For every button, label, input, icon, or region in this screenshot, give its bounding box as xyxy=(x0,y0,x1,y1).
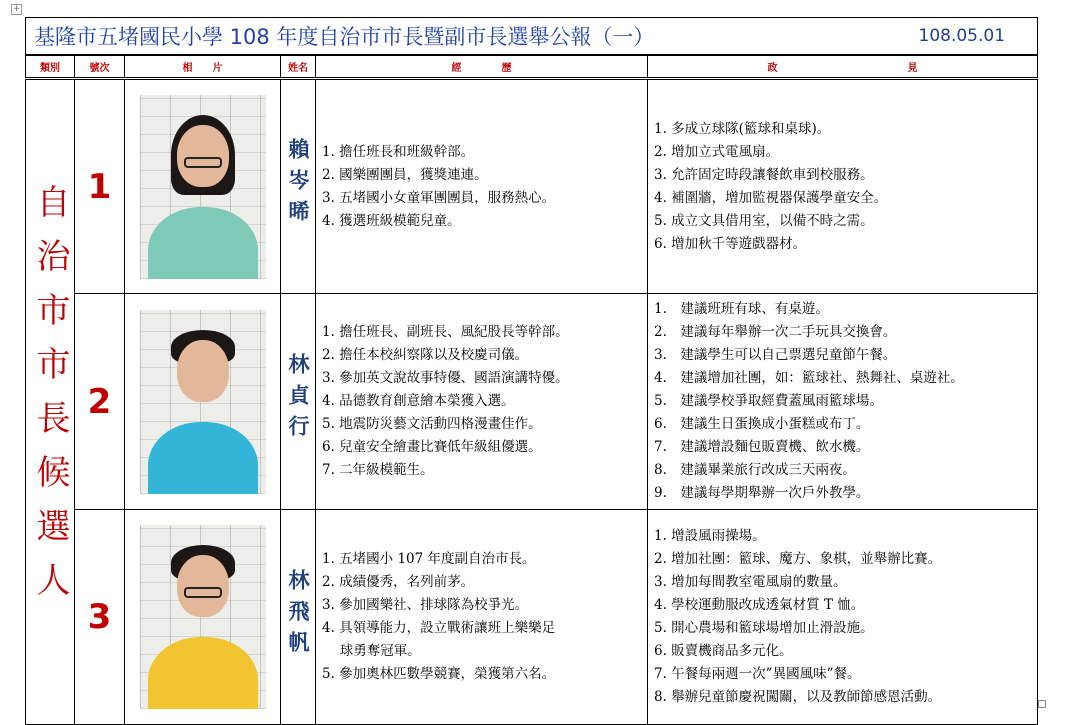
table-resize-handle[interactable] xyxy=(1038,700,1046,708)
candidate-name: 賴岑晞 xyxy=(286,138,311,231)
experience-list xyxy=(322,321,641,482)
face-shape xyxy=(177,340,229,402)
list-item: 3. 五堵國小女童軍團團員，服務熱心。 xyxy=(322,189,556,206)
list-item: 3. 參加國樂社、排球隊為校爭光。 xyxy=(322,597,529,613)
list-item: 7. 午餐每兩週一次”異國風味”餐。 xyxy=(654,666,861,682)
candidate-photo xyxy=(140,310,266,494)
title-cell xyxy=(26,18,1038,56)
candidate-name: 林飛帆 xyxy=(286,568,311,662)
glasses-shape xyxy=(184,587,222,598)
candidate-number: 3 xyxy=(75,510,125,725)
policy-cell xyxy=(648,510,1038,725)
table-move-handle[interactable]: + xyxy=(12,4,21,14)
list-item: 5. 成立文具借用室，以備不時之需。 xyxy=(654,212,874,229)
experience-cell xyxy=(316,294,648,510)
list-item: 1. 多成立球隊(籃球和桌球)。 xyxy=(654,120,831,137)
policy-list xyxy=(654,298,1031,505)
list-item: 6. 販賣機商品多元化。 xyxy=(654,643,793,659)
bulletin-title: 基隆市五堵國民小學 108 年度自治市市長暨副市長選舉公報（一） xyxy=(34,25,655,49)
experience-cell xyxy=(316,510,648,725)
photo-cell xyxy=(125,294,281,510)
photo-cell xyxy=(125,510,281,725)
name-cell xyxy=(281,510,316,725)
candidate-row xyxy=(26,294,1038,510)
election-bulletin-table xyxy=(25,17,1038,725)
list-item: 1. 擔任班長、副班長、風紀股長等幹部。 xyxy=(322,324,569,340)
list-item: 5. 開心農場和籃球場增加止滑設施。 xyxy=(654,620,874,636)
policy-cell xyxy=(648,294,1038,510)
header-category: 類別 xyxy=(26,55,75,79)
list-item: 7. 二年級模範生。 xyxy=(322,462,434,478)
policy-list xyxy=(654,525,1031,709)
policy-list xyxy=(654,118,1031,256)
header-row xyxy=(26,55,1038,79)
header-number: 號次 xyxy=(75,55,125,79)
category-cell xyxy=(26,79,75,725)
list-item: 4. 獲選班級模範兒童。 xyxy=(322,212,461,229)
list-item: 9. 建議每學期舉辦一次戶外教學。 xyxy=(654,485,870,501)
list-item: 4. 學校運動服改成透氣材質 T 恤。 xyxy=(654,597,865,613)
category-label: 自治市市長候選人 xyxy=(30,184,70,616)
candidate-name: 林貞行 xyxy=(286,353,311,446)
list-item: 6. 增加秋千等遊戲器材。 xyxy=(654,235,807,252)
shirt-shape xyxy=(148,207,258,279)
header-name: 姓名 xyxy=(281,55,316,79)
list-item: 7. 建議增設麵包販賣機、飲水機。 xyxy=(654,439,870,455)
name-cell xyxy=(281,79,316,294)
list-item: 3. 建議學生可以自己票選兒童節午餐。 xyxy=(654,347,897,363)
list-item: 4. 補圍牆，增加監視器保護學童安全。 xyxy=(654,189,888,206)
list-item: 1. 五堵國小 107 年度副自治市長。 xyxy=(322,551,536,567)
list-item: 5. 建議學校爭取經費蓋風雨籃球場。 xyxy=(654,393,883,409)
shirt-shape xyxy=(148,637,258,709)
experience-list xyxy=(322,141,641,233)
list-item: 8. 建議畢業旅行改成三天兩夜。 xyxy=(654,462,856,478)
list-item: 4. 品德教育創意繪本榮獲入選。 xyxy=(322,393,515,409)
list-item: 1. 擔任班長和班級幹部。 xyxy=(322,143,475,160)
shirt-shape xyxy=(148,422,258,494)
glasses-shape xyxy=(184,157,222,168)
face-shape xyxy=(177,125,229,187)
list-item: 6. 兒童安全繪畫比賽低年級組優選。 xyxy=(322,439,542,455)
experience-cell xyxy=(316,79,648,294)
list-item: 2. 擔任本校糾察隊以及校慶司儀。 xyxy=(322,347,529,363)
list-item: 5. 參加奧林匹數學競賽，榮獲第六名。 xyxy=(322,666,556,682)
header-policy: 政 見 xyxy=(648,55,1038,79)
list-item: 3. 允許固定時段讓餐飲車到校服務。 xyxy=(654,166,874,183)
list-item: 1. 建議班班有球、有桌遊。 xyxy=(654,301,829,317)
list-item: 4. 建議增加社團，如：籃球社、熱舞社、桌遊社。 xyxy=(654,370,964,386)
list-item: 3. 參加英文說故事特優、國語演講特優。 xyxy=(322,370,569,386)
photo-cell xyxy=(125,79,281,294)
name-cell xyxy=(281,294,316,510)
list-item: 4. 具領導能力，設立戰術讓班上樂樂足 xyxy=(322,620,556,636)
list-item: 1. 增設風雨操場。 xyxy=(654,528,766,544)
candidate-photo xyxy=(140,95,266,279)
list-item: 球勇奪冠軍。 xyxy=(322,643,421,659)
header-experience: 經 歷 xyxy=(316,55,648,79)
bulletin-date: 108.05.01 xyxy=(918,26,1006,46)
candidate-number: 1 xyxy=(75,79,125,294)
list-item: 3. 增加每間教室電風扇的數量。 xyxy=(654,574,847,590)
list-item: 8. 舉辦兒童節慶祝闖關，以及教師節感恩活動。 xyxy=(654,689,942,705)
list-item: 6. 建議生日蛋換成小蛋糕或布丁。 xyxy=(654,416,870,432)
candidate-row xyxy=(26,510,1038,725)
policy-cell xyxy=(648,79,1038,294)
candidate-number: 2 xyxy=(75,294,125,510)
list-item: 2. 增加立式電風扇。 xyxy=(654,143,780,160)
experience-list xyxy=(322,548,641,686)
list-item: 2. 國樂團團員，獲獎連連。 xyxy=(322,166,488,183)
header-photo: 相 片 xyxy=(125,55,281,79)
list-item: 2. 建議每年舉辦一次二手玩具交換會。 xyxy=(654,324,897,340)
list-item: 2. 增加社團：籃球、魔方、象棋，並舉辦比賽。 xyxy=(654,551,942,567)
candidate-photo xyxy=(140,525,266,709)
list-item: 2. 成績優秀，名列前茅。 xyxy=(322,574,475,590)
face-shape xyxy=(177,555,229,617)
list-item: 5. 地震防災藝文活動四格漫畫佳作。 xyxy=(322,416,542,432)
candidate-row xyxy=(26,79,1038,294)
